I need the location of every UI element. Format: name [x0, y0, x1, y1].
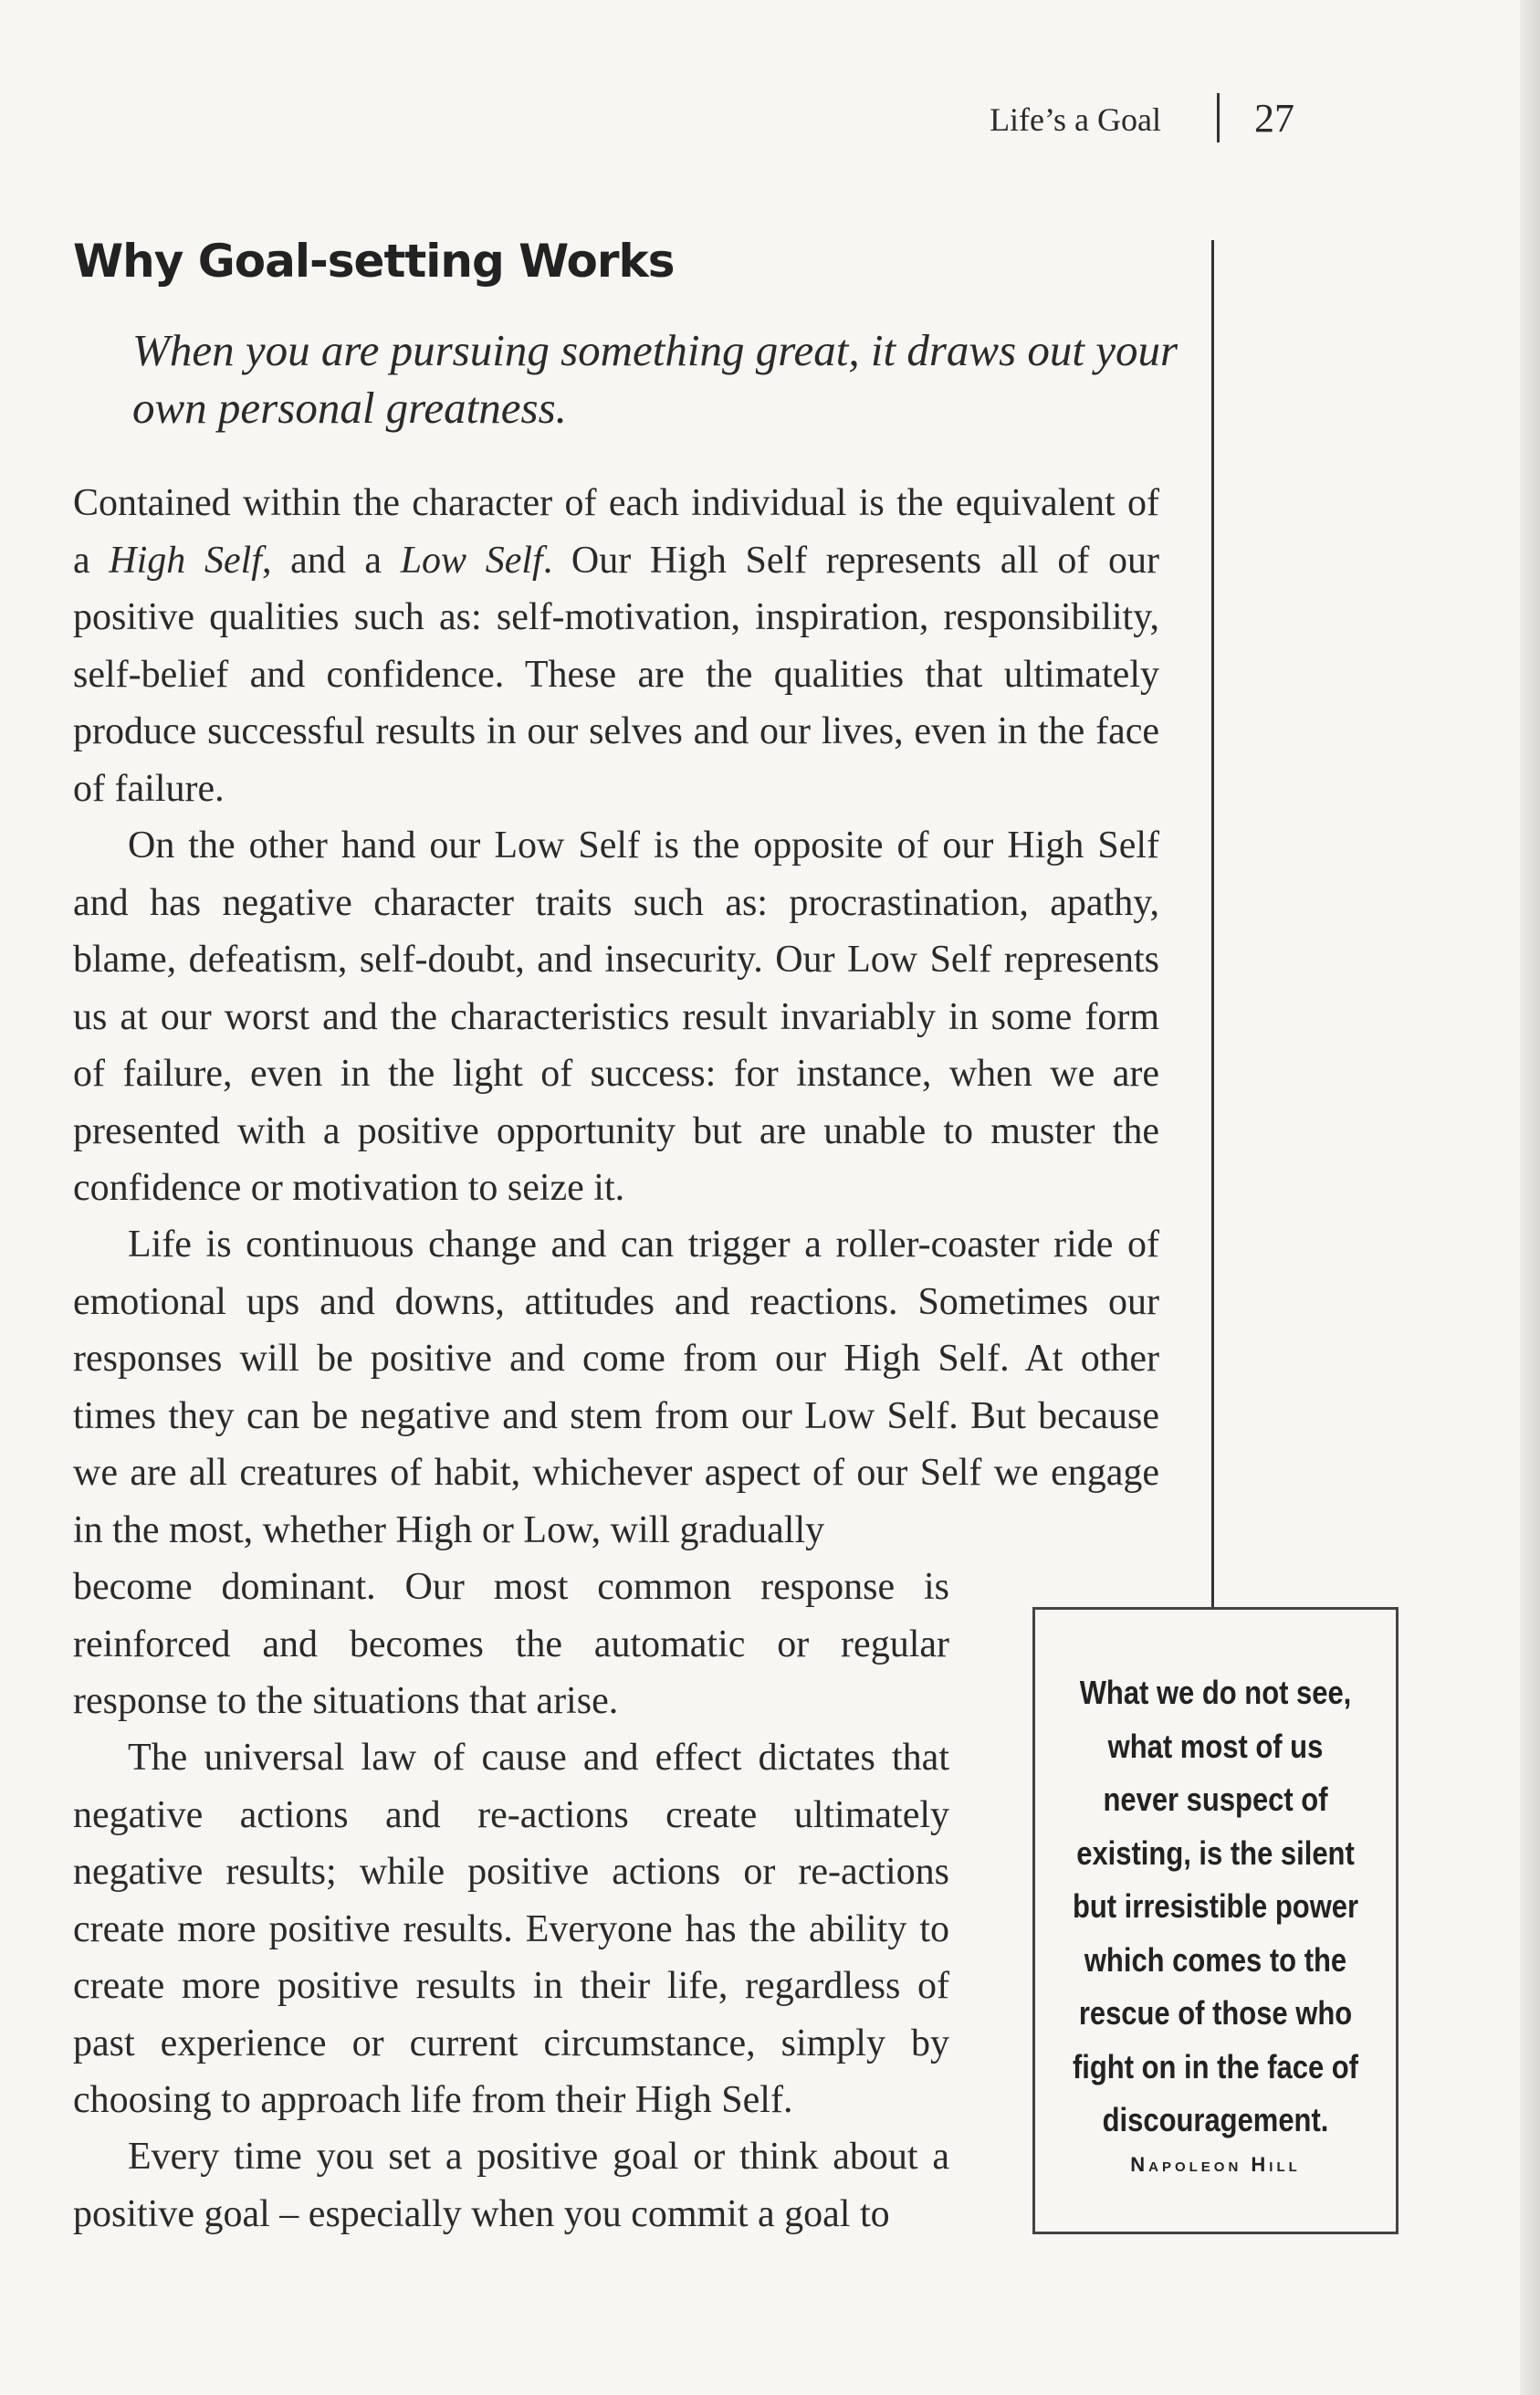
paragraph-2: On the other hand our Low Self is the opposite of our High Self and has negative character traits such as: procrastination, apathy, blame, defeatism, self-doubt, and insecurity. Our Low Self represents us at our worst and the characteristics result invariably in some form of failure, even in the light of success: for instance, when we are presented with a positive opportunity but are unable to muster the confidence or motivation to seize it. [73, 825, 1159, 1209]
paragraph-1-emphasis-low-self: Low Self [400, 539, 543, 582]
pull-quote-text: What we do not see, what most of us never suspect of existing, is the silent but irresistible power which comes to the rescue of those who fight on in the face of discouragement. [1072, 1674, 1359, 2138]
section-heading: Why Goal-setting Works [73, 235, 675, 288]
running-head-separator [1217, 93, 1220, 142]
running-head [913, 93, 1305, 148]
paragraph-1 [73, 475, 1159, 817]
paragraph-1-text-b: , and a [261, 539, 401, 582]
margin-vertical-rule [1211, 240, 1214, 1610]
page-edge-shadow [1520, 0, 1540, 2395]
paragraph-5: Every time you set a positive goal or think about a positive goal – especially when you commit a goal to [73, 2136, 949, 2235]
pull-quote-author: Napoleon Hill [1130, 2152, 1301, 2176]
paragraph-1-text-a: Contained within the character of each individual is the equivalent of a [73, 482, 1159, 582]
paragraph-3-continued: become dominant. Our most common response is reinforced and becomes the automatic or regular response to the situations that arise. [73, 1566, 949, 1722]
page-number: 27 [1254, 96, 1294, 141]
paragraph-1-text-c: . Our High Self represents all of our positive qualities such as: self-motivation, inspiration, responsibility, self-belief and confidence. These are the qualities that ultimately produce successful results in our selves and our lives, even in the face of failure. [73, 539, 1159, 810]
paragraph-1-emphasis-high-self: High Self [109, 539, 262, 582]
paragraph-4: The universal law of cause and effect dictates that negative actions and re-actions create ultimately negative results; while positive actions or re-actions create more positive results. Everyone has the ability to create more positive results in their life, regardless of past experience or current circumstance, simply by choosing to approach life from their High Self. [73, 1737, 949, 2121]
pull-quote-box [1032, 1607, 1399, 2234]
epigraph: When you are pursuing something great, it draws out your own personal greatness. [132, 325, 1179, 433]
running-head-title: Life’s a Goal [990, 101, 1161, 138]
paragraph-3: Life is continuous change and can trigger a roller-coaster ride of emotional ups and downs, attitudes and reactions. Sometimes our responses will be positive and come from our High Self. At other times they can be negative and stem from our Low Self. But because we are all creatures of habit, whichever aspect of our Self we engage in the most, whether High or Low, will gradually [73, 1224, 1159, 1551]
